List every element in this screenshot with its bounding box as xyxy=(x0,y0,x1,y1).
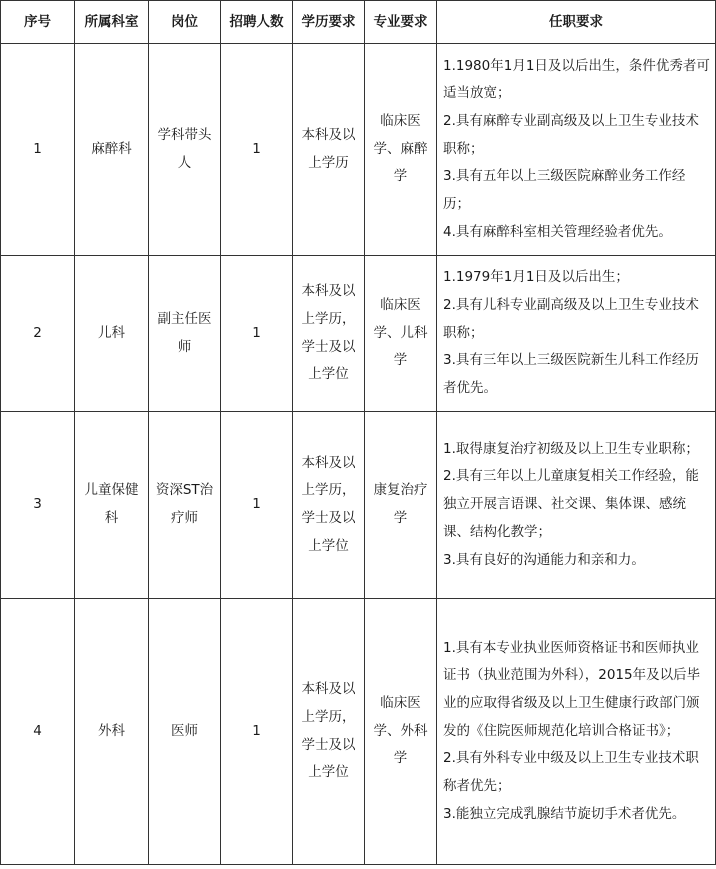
requirement-item: 2.具有麻醉专业副高级及以上卫生专业技术职称； xyxy=(443,112,699,157)
cell-education: 本科及以上学历，学士及以上学位 xyxy=(293,599,365,865)
requirement-item: 2.具有儿科专业副高级及以上卫生专业技术职称； xyxy=(443,296,699,341)
requirement-item: 3.能独立完成乳腺结节旋切手术者优先。 xyxy=(443,805,686,822)
cell-position: 学科带头人 xyxy=(149,44,221,256)
cell-requirements xyxy=(437,412,716,599)
header-department: 所属科室 xyxy=(75,1,149,44)
cell-headcount: 1 xyxy=(221,412,293,599)
cell-major: 康复治疗学 xyxy=(365,412,437,599)
table-row xyxy=(1,44,716,256)
cell-education: 本科及以上学历 xyxy=(293,44,365,256)
cell-requirements xyxy=(437,256,716,412)
cell-education: 本科及以上学历，学士及以上学位 xyxy=(293,412,365,599)
table-row xyxy=(1,256,716,412)
requirement-item: 2.具有外科专业中级及以上卫生专业技术职称者优先； xyxy=(443,750,699,795)
cell-department: 麻醉科 xyxy=(75,44,149,256)
cell-major: 临床医学、外科学 xyxy=(365,599,437,865)
requirement-item: 3.具有五年以上三级医院麻醉业务工作经历； xyxy=(443,168,686,213)
cell-department: 外科 xyxy=(75,599,149,865)
cell-requirements xyxy=(437,599,716,865)
header-education: 学历要求 xyxy=(293,1,365,44)
cell-major: 临床医学、麻醉学 xyxy=(365,44,437,256)
requirement-item: 1.取得康复治疗初级及以上卫生专业职称； xyxy=(443,440,699,457)
cell-seq: 3 xyxy=(1,412,75,599)
cell-department: 儿科 xyxy=(75,256,149,412)
requirement-item: 1.1979年1月1日及以后出生； xyxy=(443,269,629,286)
cell-position: 资深ST治疗师 xyxy=(149,412,221,599)
table-header-row xyxy=(1,1,716,44)
header-major: 专业要求 xyxy=(365,1,437,44)
cell-headcount: 1 xyxy=(221,256,293,412)
cell-seq: 2 xyxy=(1,256,75,412)
requirement-item: 4.具有麻醉科室相关管理经验者优先。 xyxy=(443,223,672,240)
cell-seq: 1 xyxy=(1,44,75,256)
header-headcount: 招聘人数 xyxy=(221,1,293,44)
cell-seq: 4 xyxy=(1,599,75,865)
cell-headcount: 1 xyxy=(221,44,293,256)
header-requirements: 任职要求 xyxy=(437,1,716,44)
header-seq: 序号 xyxy=(1,1,75,44)
header-position: 岗位 xyxy=(149,1,221,44)
cell-major: 临床医学、儿科学 xyxy=(365,256,437,412)
cell-department: 儿童保健科 xyxy=(75,412,149,599)
requirement-item: 3.具有三年以上三级医院新生儿科工作经历者优先。 xyxy=(443,352,699,397)
table-row xyxy=(1,412,716,599)
requirement-item: 1.1980年1月1日及以后出生，条件优秀者可适当放宽； xyxy=(443,57,710,102)
cell-position: 医师 xyxy=(149,599,221,865)
requirement-item: 1.具有本专业执业医师资格证书和医师执业证书（执业范围为外科），2015年及以后毕业的应取得省级及以上卫生健康行政部门颁发的《住院医师规范化培训合格证书》； xyxy=(443,639,701,739)
requirement-item: 3.具有良好的沟通能力和亲和力。 xyxy=(443,551,645,568)
cell-headcount: 1 xyxy=(221,599,293,865)
requirement-item: 2.具有三年以上儿童康复相关工作经验，能独立开展言语课、社交课、集体课、感统课、结构化教学； xyxy=(443,468,699,540)
cell-requirements xyxy=(437,44,716,256)
cell-education: 本科及以上学历，学士及以上学位 xyxy=(293,256,365,412)
cell-position: 副主任医师 xyxy=(149,256,221,412)
table-row xyxy=(1,599,716,865)
